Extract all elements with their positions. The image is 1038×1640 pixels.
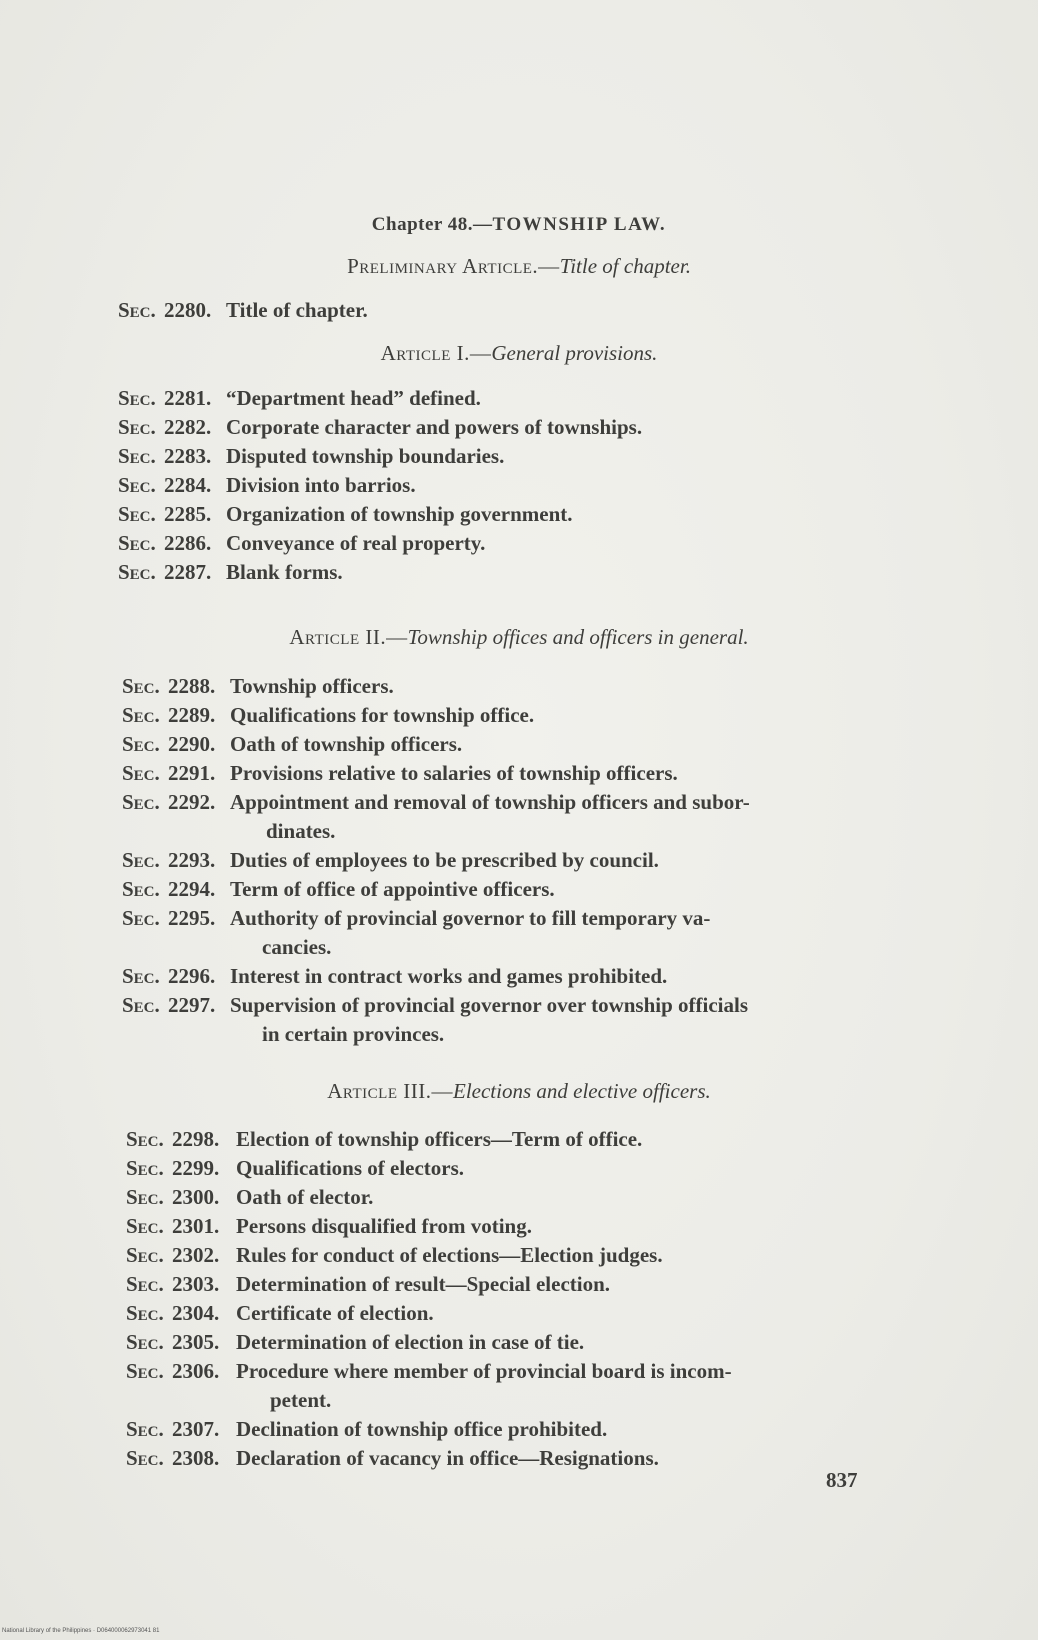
section-text-continuation: cancies. [262,935,332,959]
section-label: Sec. [126,1417,164,1441]
section-text: Title of chapter. [226,298,368,322]
section-label: Sec. [118,415,156,439]
section-number: 2308. [172,1446,220,1470]
section-text: Township officers. [230,674,394,698]
section-label: Sec. [118,531,156,555]
section-text: Disputed township boundaries. [226,444,505,468]
section-label: Sec. [126,1127,164,1151]
section-number: 2285. [164,502,212,526]
section-number: 2284. [164,473,212,497]
section-label: Sec. [126,1243,164,1267]
section-label: Sec. [126,1156,164,1180]
section-entry [0,1415,1038,1444]
section-list-preliminary [0,296,1038,325]
section-number: 2296. [168,964,216,988]
section-entry [0,413,1038,442]
section-number: 2307. [172,1417,220,1441]
section-label: Sec. [122,906,160,930]
section-text: Qualifications for township office. [230,703,535,727]
section-number: 2304. [172,1301,220,1325]
article-label: Article III.— [327,1079,453,1103]
section-label: Sec. [126,1214,164,1238]
section-number: 2306. [172,1359,220,1383]
article-heading-ii [0,625,1038,650]
section-number: 2294. [168,877,216,901]
section-number: 2283. [164,444,212,468]
section-label: Sec. [126,1272,164,1296]
section-list-article-i [0,384,1038,587]
scan-footer: National Library of the Philippines · D064000062973041 81 [2,1628,160,1634]
article-label: Preliminary Article.— [347,254,560,278]
section-entry [0,442,1038,471]
section-text: Declaration of vacancy in office—Resignations. [236,1446,659,1470]
section-entry [0,384,1038,413]
section-text: Procedure where member of provincial board is incom- [236,1359,732,1383]
section-entry [0,1241,1038,1270]
section-text: Oath of township officers. [230,732,463,756]
article-heading-preliminary [0,254,1038,279]
section-list-article-ii [0,672,1038,1049]
section-text: Rules for conduct of elections—Election judges. [236,1243,663,1267]
section-entry [0,1270,1038,1299]
section-label: Sec. [122,790,160,814]
section-text: Interest in contract works and games prohibited. [230,964,668,988]
section-number: 2290. [168,732,216,756]
section-text: Term of office of appointive officers. [230,877,555,901]
section-text: Authority of provincial governor to fill temporary va- [230,906,711,930]
section-number: 2286. [164,531,212,555]
section-label: Sec. [126,1330,164,1354]
section-entry [0,1212,1038,1241]
section-number: 2288. [168,674,216,698]
section-label: Sec. [122,732,160,756]
section-entry [0,1183,1038,1212]
section-entry [0,701,1038,730]
section-text: Supervision of provincial governor over township officials [230,993,749,1017]
section-label: Sec. [126,1301,164,1325]
section-label: Sec. [122,877,160,901]
section-text: Determination of election in case of tie. [236,1330,585,1354]
section-number: 2302. [172,1243,220,1267]
section-number: 2299. [172,1156,220,1180]
section-number: 2298. [172,1127,220,1151]
section-text: Election of township officers—Term of office. [236,1127,643,1151]
article-subtitle: Title of chapter. [559,254,691,278]
section-label: Sec. [122,848,160,872]
section-number: 2291. [168,761,216,785]
section-text: Persons disqualified from voting. [236,1214,532,1238]
section-label: Sec. [122,761,160,785]
section-text-continuation: dinates. [266,819,336,843]
section-entry [0,529,1038,558]
section-number: 2282. [164,415,212,439]
section-number: 2295. [168,906,216,930]
section-label: Sec. [126,1359,164,1383]
section-label: Sec. [118,386,156,410]
section-number: 2301. [172,1214,220,1238]
section-text-continuation: in certain provinces. [262,1022,445,1046]
section-text: “Department head” defined. [226,386,481,410]
chapter-name: TOWNSHIP LAW. [492,214,667,235]
section-entry [0,1444,1038,1473]
section-text: Qualifications of electors. [236,1156,465,1180]
section-entry [0,1357,1038,1415]
section-number: 2287. [164,560,212,584]
section-number: 2305. [172,1330,220,1354]
section-text: Division into barrios. [226,473,416,497]
page-number: 837 [826,1468,858,1492]
section-list-article-iii [0,1125,1038,1473]
chapter-prefix: Chapter 48.— [371,214,493,235]
section-text-continuation: petent. [270,1388,332,1412]
section-text: Corporate character and powers of townships. [226,415,643,439]
section-label: Sec. [118,560,156,584]
section-entry [0,1328,1038,1357]
section-label: Sec. [118,473,156,497]
article-subtitle: Township offices and officers in general. [407,625,749,649]
section-entry [0,904,1038,962]
section-label: Sec. [122,703,160,727]
section-number: 2281. [164,386,212,410]
article-heading-i [0,341,1038,366]
section-entry [0,1299,1038,1328]
section-text: Certificate of election. [236,1301,434,1325]
section-number: 2297. [168,993,216,1017]
chapter-title [0,214,1038,236]
section-entry [0,875,1038,904]
article-subtitle: General provisions. [491,341,658,365]
section-number: 2289. [168,703,216,727]
section-text: Blank forms. [226,560,343,584]
section-entry [0,500,1038,529]
article-heading-iii [0,1079,1038,1104]
section-text: Declination of township office prohibited. [236,1417,608,1441]
section-label: Sec. [118,444,156,468]
article-label: Article II.— [289,625,408,649]
section-label: Sec. [118,298,156,322]
section-label: Sec. [118,502,156,526]
section-text: Conveyance of real property. [226,531,486,555]
section-label: Sec. [122,993,160,1017]
section-number: 2280. [164,298,212,322]
section-label: Sec. [122,674,160,698]
section-entry [0,471,1038,500]
section-text: Organization of township government. [226,502,573,526]
section-entry [0,296,1038,325]
section-number: 2292. [168,790,216,814]
section-number: 2293. [168,848,216,872]
section-text: Appointment and removal of township officers and subor- [230,790,750,814]
article-label: Article I.— [380,341,492,365]
section-text: Provisions relative to salaries of township officers. [230,761,678,785]
section-entry [0,1125,1038,1154]
section-entry [0,1154,1038,1183]
section-entry [0,991,1038,1049]
section-label: Sec. [122,964,160,988]
section-label: Sec. [126,1446,164,1470]
section-number: 2300. [172,1185,220,1209]
section-text: Duties of employees to be prescribed by council. [230,848,659,872]
section-entry [0,846,1038,875]
section-entry [0,759,1038,788]
section-number: 2303. [172,1272,220,1296]
section-text: Determination of result—Special election. [236,1272,611,1296]
section-entry [0,788,1038,846]
section-text: Oath of elector. [236,1185,374,1209]
article-subtitle: Elections and elective officers. [453,1079,711,1103]
section-entry [0,558,1038,587]
section-entry [0,730,1038,759]
section-entry [0,672,1038,701]
section-label: Sec. [126,1185,164,1209]
section-entry [0,962,1038,991]
